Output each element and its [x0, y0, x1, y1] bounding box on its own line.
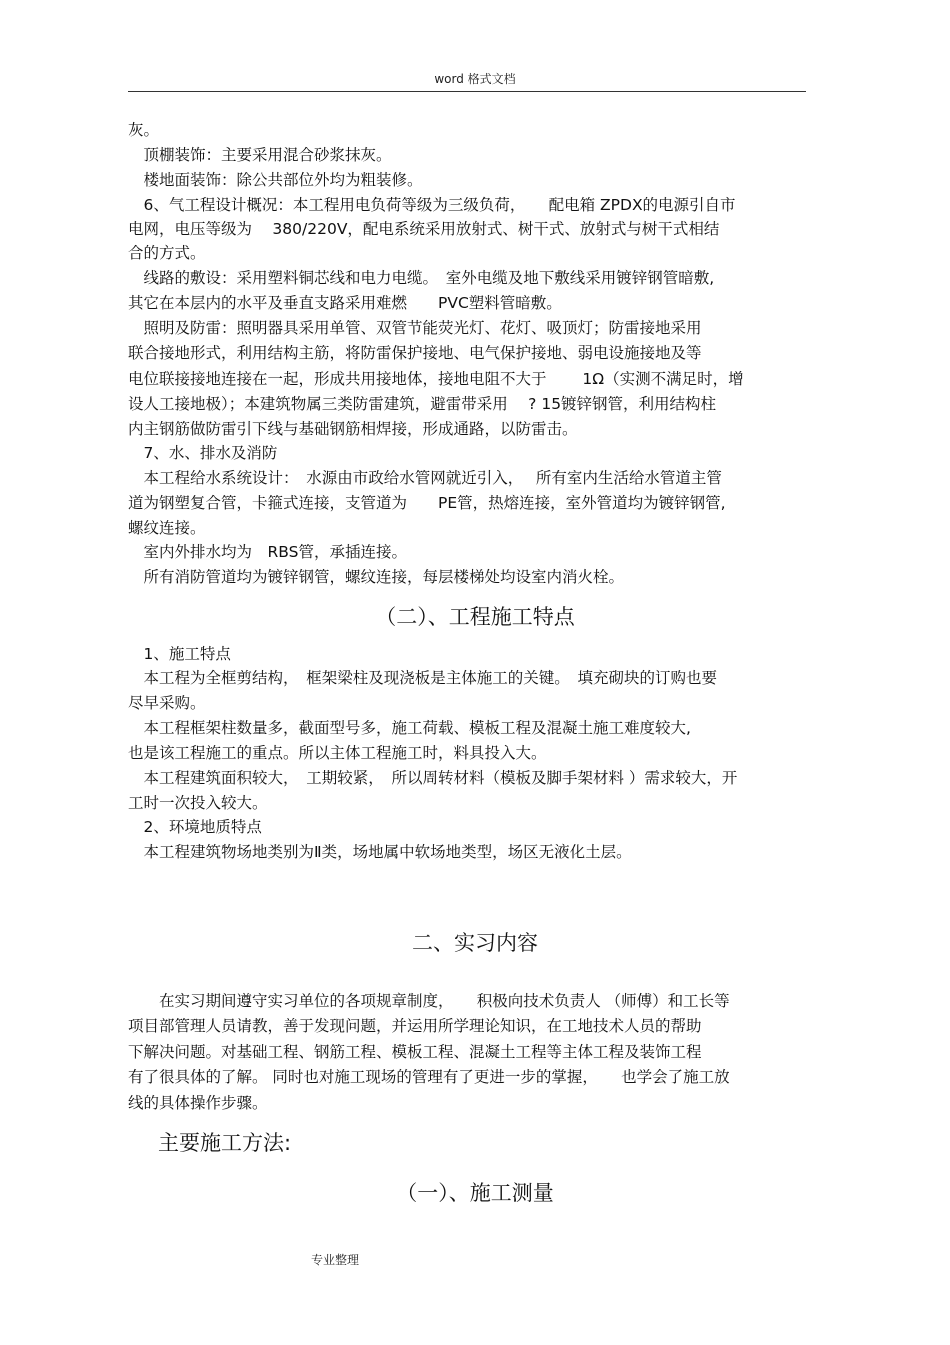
methods-heading: 主要施工方法: — [158, 1131, 292, 1155]
body-line: 有了很具体的了解。 同时也对施工现场的管理有了更进一步的掌握， 也学会了施工放 — [128, 1068, 730, 1086]
body-line: 楼地面装饰：除公共部位外均为粗装修。 — [128, 171, 423, 189]
page-header: word 格式文档 — [434, 72, 516, 86]
page-footer: 专业整理 — [311, 1253, 360, 1267]
body-line: 在实习期间遵守实习单位的各项规章制度， 积极向技术负责人 （师傅）和工长等 — [128, 992, 730, 1010]
body-line: 灰。 — [128, 121, 160, 139]
body-line: 螺纹连接。 — [128, 519, 206, 537]
header-rule — [128, 91, 806, 92]
body-line: 下解决问题。对基础工程、钢筋工程、模板工程、混凝土工程等主体工程及装饰工程 — [128, 1043, 702, 1061]
body-line: 2、环境地质特点 — [128, 818, 262, 836]
body-line: 本工程为全框剪结构， 框架梁柱及现浇板是主体施工的关键。 填充砌块的订购也要 — [128, 669, 718, 687]
body-line: 电位联接接地连接在一起，形成共用接地体，接地电阻不大于 1Ω（实测不满足时，增 — [128, 370, 744, 388]
body-line: 联合接地形式，利用结构主筋，将防雷保护接地、电气保护接地、弱电设施接地及等 — [128, 344, 702, 362]
body-line: 工时一次投入较大。 — [128, 794, 268, 812]
body-line: 道为钢塑复合管，卡箍式连接，支管道为 PE管，热熔连接，室外管道均为镀锌钢管, — [128, 494, 726, 512]
body-line: 设人工接地极）；本建筑物属三类防雷建筑，避雷带采用 ? 15镀锌钢管，利用结构柱 — [128, 395, 717, 413]
body-line: 线的具体操作步骤。 — [128, 1094, 268, 1112]
body-line: 内主钢筋做防雷引下线与基础钢筋相焊接，形成通路，以防雷击。 — [128, 420, 578, 438]
body-line: 尽早采购。 — [128, 694, 206, 712]
body-line: 所有消防管道均为镀锌钢管，螺纹连接，每层楼梯处均设室内消火栓。 — [128, 568, 625, 586]
body-line: 其它在本层内的水平及垂直支路采用难燃 PVC塑料管暗敷。 — [128, 294, 562, 312]
subsection-heading: （一）、施工测量 — [396, 1181, 554, 1205]
body-line: 线路的敷设：采用塑料铜芯线和电力电缆。 室外电缆及地下敷线采用镀锌钢管暗敷, — [128, 269, 715, 287]
body-line: 照明及防雷：照明器具采用单管、双管节能荧光灯、花灯、吸顶灯；防雷接地采用 — [128, 319, 702, 337]
body-line: 电网，电压等级为 380/220V，配电系统采用放射式、树干式、放射式与树干式相结 — [128, 220, 720, 238]
body-line: 本工程建筑面积较大， 工期较紧， 所以周转材料（模板及脚手架材料 ）需求较大，开 — [128, 769, 738, 787]
body-line: 合的方式。 — [128, 244, 206, 262]
body-line: 也是该工程施工的重点。所以主体工程施工时，料具投入大。 — [128, 744, 547, 762]
body-line: 项目部管理人员请教，善于发现问题，并运用所学理论知识，在工地技术人员的帮助 — [128, 1017, 702, 1035]
body-line: 本工程建筑物场地类别为Ⅱ类，场地属中软场地类型，场区无液化土层。 — [128, 843, 632, 861]
body-line: 本工程给水系统设计： 水源由市政给水管网就近引入， 所有室内生活给水管道主管 — [128, 469, 722, 487]
body-line: 7、水、排水及消防 — [128, 444, 278, 462]
section-heading: （二）、工程施工特点 — [375, 605, 575, 629]
body-line: 6、气工程设计概况：本工程用电负荷等级为三级负荷， 配电箱 ZPDX的电源引自市 — [128, 196, 736, 214]
body-line: 室内外排水均为 RBS管，承插连接。 — [128, 543, 407, 561]
body-line: 1、施工特点 — [128, 645, 231, 663]
chapter-heading: 二、实习内容 — [412, 931, 538, 955]
body-line: 本工程框架柱数量多，截面型号多，施工荷载、模板工程及混凝土施工难度较大, — [128, 719, 691, 737]
body-line: 顶棚装饰：主要采用混合砂浆抹灰。 — [128, 146, 392, 164]
